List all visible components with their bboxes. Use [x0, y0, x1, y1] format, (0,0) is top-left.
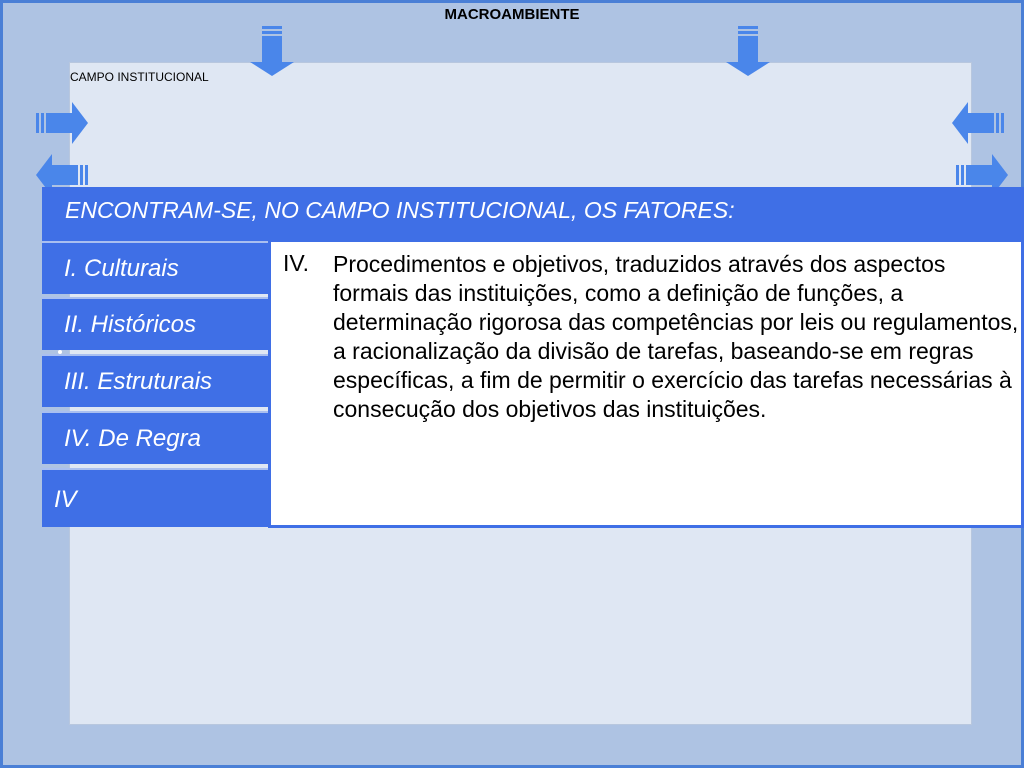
arrow-down-icon	[724, 24, 772, 78]
detail-text: Procedimentos e objetivos, traduzidos através dos aspectos formais das instituições, como a definição de funções, a determinação rigorosa das competências por leis ou regulamentos, a racionalização da divisão de tarefas, baseando-se em regras específicas, a fim de permitir o exercício das tarefas necessárias à consecução dos objetivos das instituições.	[333, 251, 1019, 422]
factor-item-de-regra[interactable]	[42, 411, 270, 464]
factor-item-historicos[interactable]	[42, 297, 270, 350]
arrow-down-icon	[248, 24, 296, 78]
factor-label: I. Culturais	[64, 255, 179, 282]
factor-item-culturais[interactable]	[42, 241, 270, 294]
detail-callout	[268, 239, 1024, 528]
factors-heading: ENCONTRAM-SE, NO CAMPO INSTITUCIONAL, OS FATORES:	[65, 197, 735, 223]
factor-item-estruturais[interactable]	[42, 354, 270, 407]
factor-item-partial[interactable]	[42, 468, 270, 527]
factor-partial-label: IV	[54, 486, 77, 513]
arrow-left-icon	[950, 100, 1006, 146]
macroambiente-title: MACROAMBIENTE	[444, 6, 580, 23]
arrow-right-icon	[34, 100, 90, 146]
factor-label: III. Estruturais	[64, 368, 213, 395]
factor-label: II. Históricos	[64, 311, 197, 338]
detail-number: IV.	[283, 250, 310, 276]
campo-institucional-title: CAMPO INSTITUCIONAL	[70, 70, 209, 84]
factor-label: IV. De Regra	[64, 425, 201, 452]
